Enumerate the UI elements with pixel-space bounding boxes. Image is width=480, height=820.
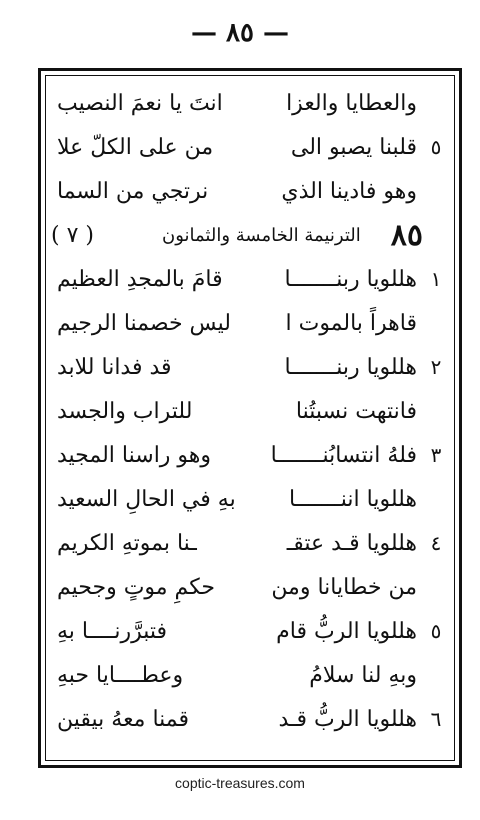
verse-part-a: قلبنا يصبو الى [290, 134, 417, 160]
verse-part-a: فلهُ انتسابُنـــــــا [270, 442, 417, 468]
verse-number: ٦ [430, 707, 442, 731]
verse-part-a: قاهراً بالموت ا [285, 310, 417, 336]
hymn-number: ٨٥ [390, 217, 423, 253]
verse-line [51, 169, 449, 213]
verse-part-a: هللويا ربنـــــــا [284, 354, 417, 380]
verse-part-b: قد فدانا للابد [57, 354, 172, 380]
verse-part-b: قامَ بالمجدِ العظيم [57, 266, 223, 292]
hymn-header [51, 213, 449, 257]
verse-part-b: وعطــــايا حبهِ [57, 662, 184, 688]
page-number: — ٨٥ — [190, 18, 290, 48]
verse-part-a: هللويا الربُّ قام [276, 618, 417, 644]
verse-part-b: انتَ يا نعمَ النصيب [57, 90, 223, 116]
verse-part-a: وهو فادينا الذي [281, 178, 417, 204]
verse-part-a: من خطايانا ومن [271, 574, 417, 600]
verse-part-b: فتبرَّرنــــا بهِ [57, 618, 168, 644]
verse-line [51, 257, 449, 301]
verse-number: ٤ [430, 531, 442, 555]
verse-line [51, 345, 449, 389]
verse-line [51, 477, 449, 521]
verse-line [51, 565, 449, 609]
verse-number: ٣ [430, 443, 442, 467]
text-frame [38, 68, 462, 768]
verse-line [51, 697, 449, 741]
verse-part-b: قمنا معهُ بيقين [57, 706, 190, 732]
verse-part-a: هللويا ربنـــــــا [284, 266, 417, 292]
verse-part-b: حكمِ موتٍ وجحيم [57, 574, 215, 600]
verse-part-a: هللويا الربُّ قـد [278, 706, 417, 732]
verse-line [51, 433, 449, 477]
verse-line [51, 81, 449, 125]
verse-line [51, 653, 449, 697]
verse-part-b: نرتجي من السما [57, 178, 209, 204]
verse-line [51, 609, 449, 653]
footer-watermark: coptic-treasures.com [175, 775, 305, 791]
verse-line [51, 521, 449, 565]
verse-number: ٥ [430, 619, 442, 643]
verse-part-b: من على الكلّ علا [57, 134, 214, 160]
verse-part-b: ليس خصمنا الرجيم [57, 310, 231, 336]
verse-number: ٥ [430, 135, 442, 159]
verse-part-b: للتراب والجسد [57, 398, 193, 424]
verse-part-b: وهو راسنا المجيد [57, 442, 212, 468]
verse-line [51, 125, 449, 169]
verse-part-a: وبهِ لنا سلامُ [309, 662, 417, 688]
verse-number: ١ [430, 267, 442, 291]
verse-part-a: والعطايا والعزا [286, 90, 417, 116]
verse-part-a: فانتهت نسبتُنا [295, 398, 417, 424]
verse-line [51, 389, 449, 433]
tune-number: ( ٧ ) [51, 222, 94, 248]
verse-part-a: هللويا قـد عتقـ [286, 530, 417, 556]
verse-line [51, 301, 449, 345]
verse-part-a: هللويا اننـــــــا [288, 486, 417, 512]
verse-part-b: ـنا بموتهِ الكريم [57, 530, 197, 556]
hymn-title: الترنيمة الخامسة والثمانون [162, 224, 361, 246]
verse-number: ٢ [430, 355, 442, 379]
verse-part-b: بهِ في الحالِ السعيد [57, 486, 236, 512]
